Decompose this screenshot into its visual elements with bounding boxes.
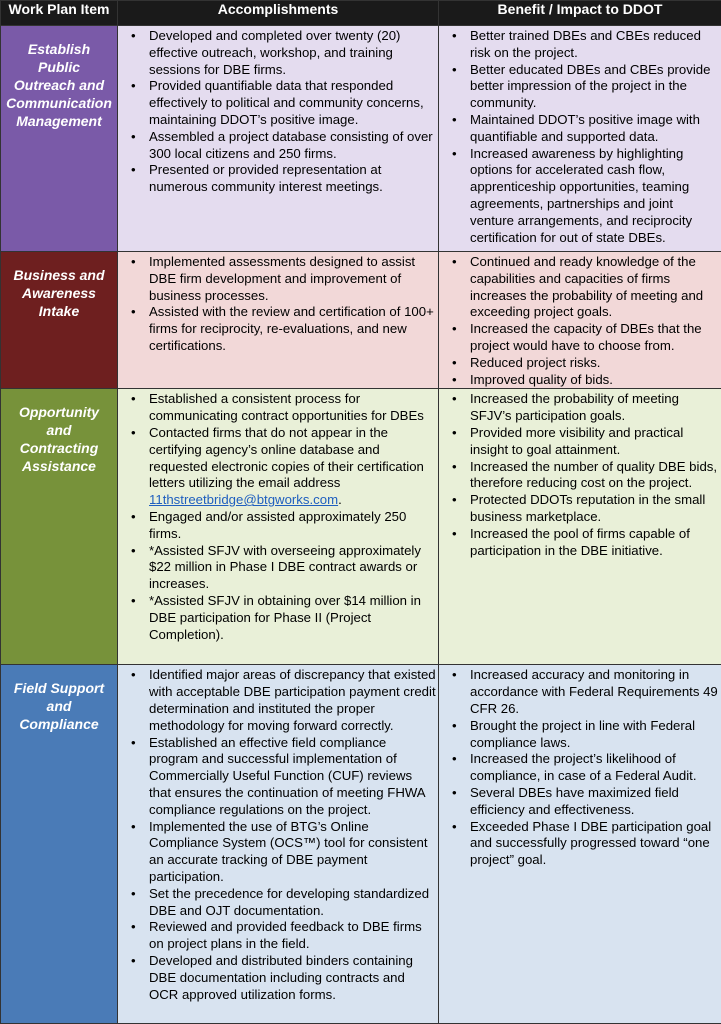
list-item: • *Assisted SFJV with overseeing approximately $22 million in Phase I DBE contract awards or increases. (118, 543, 436, 593)
item-label-line: Field Support (13, 680, 105, 697)
list-item: • Provided quantifiable data that responded effectively to political and community concerns, maintaining DDOT’s positive image. (118, 78, 436, 128)
item-label-line: Outreach and (13, 77, 105, 93)
work-plan-item-public-outreach (1, 26, 118, 252)
list-item: • Identified major areas of discrepancy that existed with acceptable DBE participation payment credit determination and instituted the proper methodology for moving forward correctly. (118, 667, 436, 734)
accomplishments-list (118, 391, 436, 643)
header-accomplishments: Accomplishments (118, 1, 439, 26)
work-plan-item-opportunity-contracting (1, 389, 118, 665)
list-item-text: Contacted firms that do not appear in the certifying agency’s online database and requested electronic copies of their certification letters utilizing the email address (149, 424, 424, 491)
email-link[interactable]: 11thstreetbridge@btgworks.com (149, 492, 339, 508)
item-label-line: Management (16, 113, 102, 129)
list-item: • Better educated DBEs and CBEs provide better impression of the project in the community. (439, 62, 719, 112)
list-item: • Developed and completed over twenty (20) effective outreach, workshop, and training sessions for DBE firms. (118, 28, 436, 78)
item-label-line: Business and (13, 267, 105, 283)
accomplishments-cell (118, 26, 439, 252)
list-item: • Established an effective field compliance program and successful implementation of Commercially Useful Function (CUF) reviews that ensures the continuation of meeting FHWA compliance regulations on the project. (118, 735, 436, 819)
list-item: • Implemented the use of BTG’s Online Compliance System (OCS™) tool for consistent an accurate tracking of DBE payment participation. (118, 819, 436, 886)
list-item: • Engaged and/or assisted approximately 250 firms. (118, 509, 436, 543)
list-item: • Contacted firms that do not appear in the certifying agency’s online database and requested electronic copies of their certification letters utilizing the email address 11thstreetbridge@btgworks.com. (118, 425, 436, 509)
item-label-line: Assistance (22, 458, 96, 475)
list-item: • Increased the capacity of DBEs that the project would have to choose from. (439, 321, 719, 355)
list-item: • Increased awareness by highlighting options for accelerated cash flow, apprenticeship opportunities, teaming agreements, partnerships and joint venture arrangements, and reciprocity certification for out of state DBEs. (439, 146, 719, 247)
list-item: • Reduced project risks. (439, 355, 719, 372)
list-item: • Exceeded Phase I DBE participation goal and successfully progressed toward “one project” goal. (439, 819, 719, 869)
item-label-line: Establish (27, 41, 91, 57)
benefits-cell (439, 665, 721, 1024)
table-row-business-awareness (1, 252, 721, 389)
list-item: • Several DBEs have maximized field efficiency and effectiveness. (439, 785, 719, 819)
list-item: • Assisted with the review and certification of 100+ firms for reciprocity, re-evaluations, and new certifications. (118, 304, 436, 354)
list-item: • Increased the project’s likelihood of compliance, in case of a Federal Audit. (439, 751, 719, 785)
item-label-line: and (46, 698, 72, 715)
benefits-list (439, 667, 719, 869)
list-item: • Increased the number of quality DBE bids, therefore reducing cost on the project. (439, 459, 719, 493)
benefits-list (439, 254, 719, 388)
header-work-plan-item: Work Plan Item (1, 1, 118, 26)
list-item: • *Assisted SFJV in obtaining over $14 million in DBE participation for Phase II (Project Completion). (118, 593, 436, 643)
benefits-list (439, 28, 719, 246)
list-item: • Continued and ready knowledge of the capabilities and capacities of firms increases the probability of meeting and exceeding project goals. (439, 254, 719, 321)
item-label-line: Intake (38, 303, 80, 319)
benefits-list (439, 391, 719, 559)
item-label-line: Compliance (19, 716, 99, 733)
header-row (1, 1, 721, 26)
list-item: • Brought the project in line with Federal compliance laws. (439, 718, 719, 752)
accomplishments-list (118, 28, 436, 196)
list-item: • Better trained DBEs and CBEs reduced risk on the project. (439, 28, 719, 62)
table-row-public-outreach (1, 26, 721, 252)
accomplishments-list (118, 254, 436, 355)
work-plan-item-field-support (1, 665, 118, 1024)
work-plan-item-business-awareness (1, 252, 118, 389)
list-item: • Set the precedence for developing standardized DBE and OJT documentation. (118, 886, 436, 920)
benefits-cell (439, 252, 721, 389)
list-item: • Developed and distributed binders containing DBE documentation including contracts and OCR approved utilization forms. (118, 953, 436, 1003)
list-item: • Increased the pool of firms capable of participation in the DBE initiative. (439, 526, 719, 560)
item-label-line: Public (37, 59, 80, 75)
list-item: • Improved quality of bids. (439, 372, 719, 389)
list-item: • Presented or provided representation at numerous community interest meetings. (118, 162, 436, 196)
table-row-field-support (1, 665, 721, 1024)
item-label-line: Communication (6, 95, 112, 111)
item-label-line: Awareness (22, 285, 96, 301)
benefits-cell (439, 26, 721, 252)
list-item: • Maintained DDOT’s positive image with quantifiable and supported data. (439, 112, 719, 146)
accomplishments-cell (118, 665, 439, 1024)
benefits-cell (439, 389, 721, 665)
list-item: • Implemented assessments designed to assist DBE firm development and improvement of business processes. (118, 254, 436, 304)
list-item: • Increased accuracy and monitoring in accordance with Federal Requirements 49 CFR 26. (439, 667, 719, 717)
accomplishments-cell (118, 252, 439, 389)
item-label-line: Opportunity and (18, 404, 100, 439)
list-item: • Protected DDOTs reputation in the small business marketplace. (439, 492, 719, 526)
list-item: • Provided more visibility and practical insight to goal attainment. (439, 425, 719, 459)
list-item: • Established a consistent process for communicating contract opportunities for DBEs (118, 391, 436, 425)
accomplishments-list (118, 667, 436, 1003)
accomplishments-cell (118, 389, 439, 665)
list-item: • Reviewed and provided feedback to DBE firms on project plans in the field. (118, 919, 436, 953)
header-benefit-impact: Benefit / Impact to DDOT (439, 1, 721, 26)
list-item: • Assembled a project database consisting of over 300 local citizens and 250 firms. (118, 129, 436, 163)
list-item: • Increased the probability of meeting SFJV’s participation goals. (439, 391, 719, 425)
item-label-line: Contracting (19, 440, 99, 457)
table-row-opportunity-contracting (1, 389, 721, 665)
